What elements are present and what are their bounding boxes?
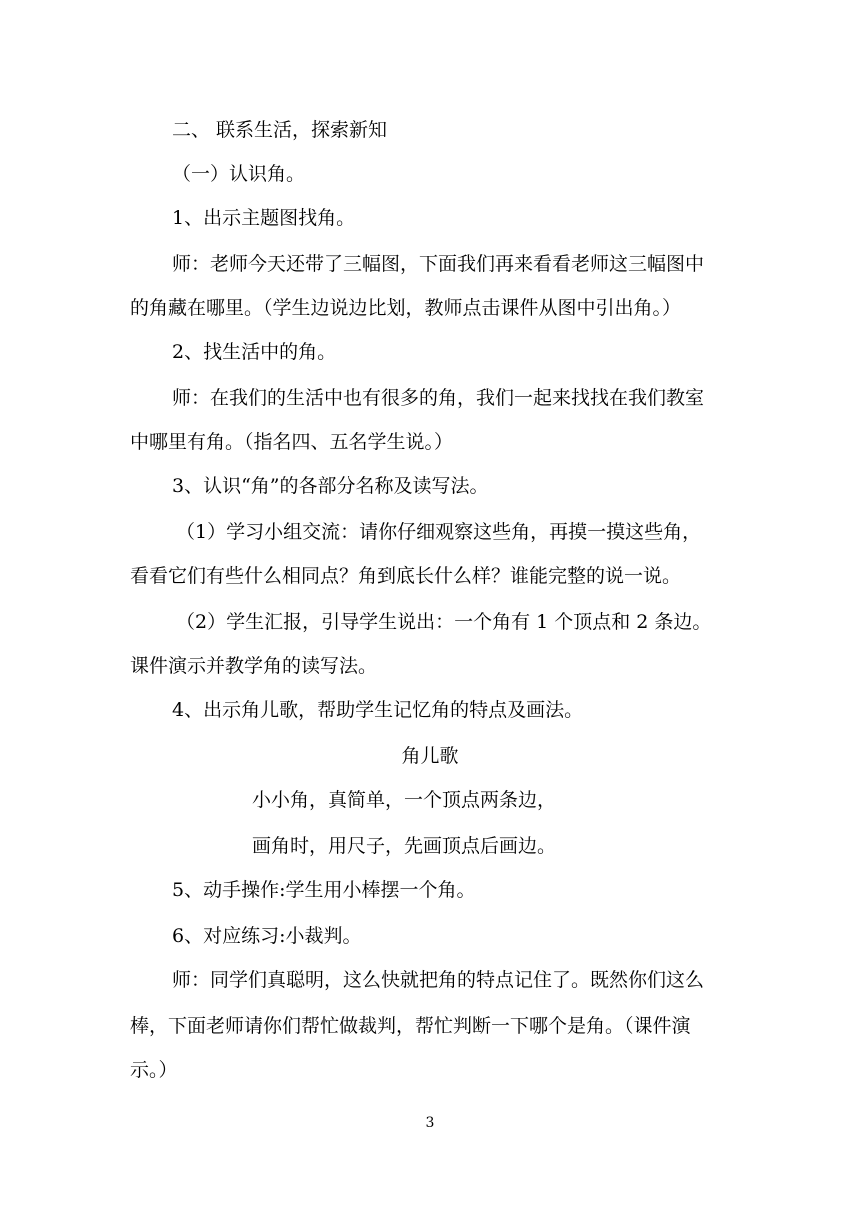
step-1-heading: 1、出示主题图找角。 (172, 207, 356, 229)
paragraph-line: 看看它们有些什么相同点？角到底长什么样？谁能完整的说一说。 (130, 565, 682, 587)
paragraph-line: 的角藏在哪里。（学生边说边比划，教师点击课件从图中引出角。） (130, 297, 682, 319)
paragraph-line: 示。） (130, 1059, 178, 1081)
subsection-heading: （一）认识角。 (172, 163, 306, 185)
page-number: 3 (425, 1115, 435, 1131)
poem-line: 小小角，真简单，一个顶点两条边， (252, 789, 557, 811)
step-5-heading: 5、动手操作:学生用小棒摆一个角。 (172, 879, 476, 901)
paragraph-line: 中哪里有角。（指名四、五名学生说。） (130, 431, 454, 453)
poem-line: 画角时，用尺子，先画顶点后画边。 (252, 835, 557, 857)
paragraph-line: 棒，下面老师请你们帮忙做裁判，帮忙判断一下哪个是角。（课件演 (130, 1015, 691, 1037)
paragraph-line: 师：同学们真聪明，这么快就把角的特点记住了。既然你们这么 (172, 969, 705, 991)
section-heading: 二、 联系生活，探索新知 (172, 119, 388, 141)
paragraph-line: （2）学生汇报，引导学生说出：一个角有 1 个顶点和 2 条边。 (176, 611, 712, 633)
paragraph-line: 师：老师今天还带了三幅图，下面我们再来看看老师这三幅图中 (172, 253, 705, 275)
poem-title: 角儿歌 (401, 745, 459, 767)
paragraph-line: （1）学习小组交流：请你仔细观察这些角，再摸一摸这些角， (176, 521, 702, 543)
step-4-heading: 4、出示角儿歌，帮助学生记忆角的特点及画法。 (172, 699, 584, 721)
step-3-heading: 3、认识“角”的各部分名称及读写法。 (172, 475, 489, 497)
paragraph-line: 师：在我们的生活中也有很多的角，我们一起来找找在我们教室 (172, 387, 705, 409)
step-6-heading: 6、对应练习:小裁判。 (172, 925, 362, 947)
step-2-heading: 2、找生活中的角。 (172, 341, 337, 363)
paragraph-line: 课件演示并教学角的读写法。 (130, 655, 378, 677)
